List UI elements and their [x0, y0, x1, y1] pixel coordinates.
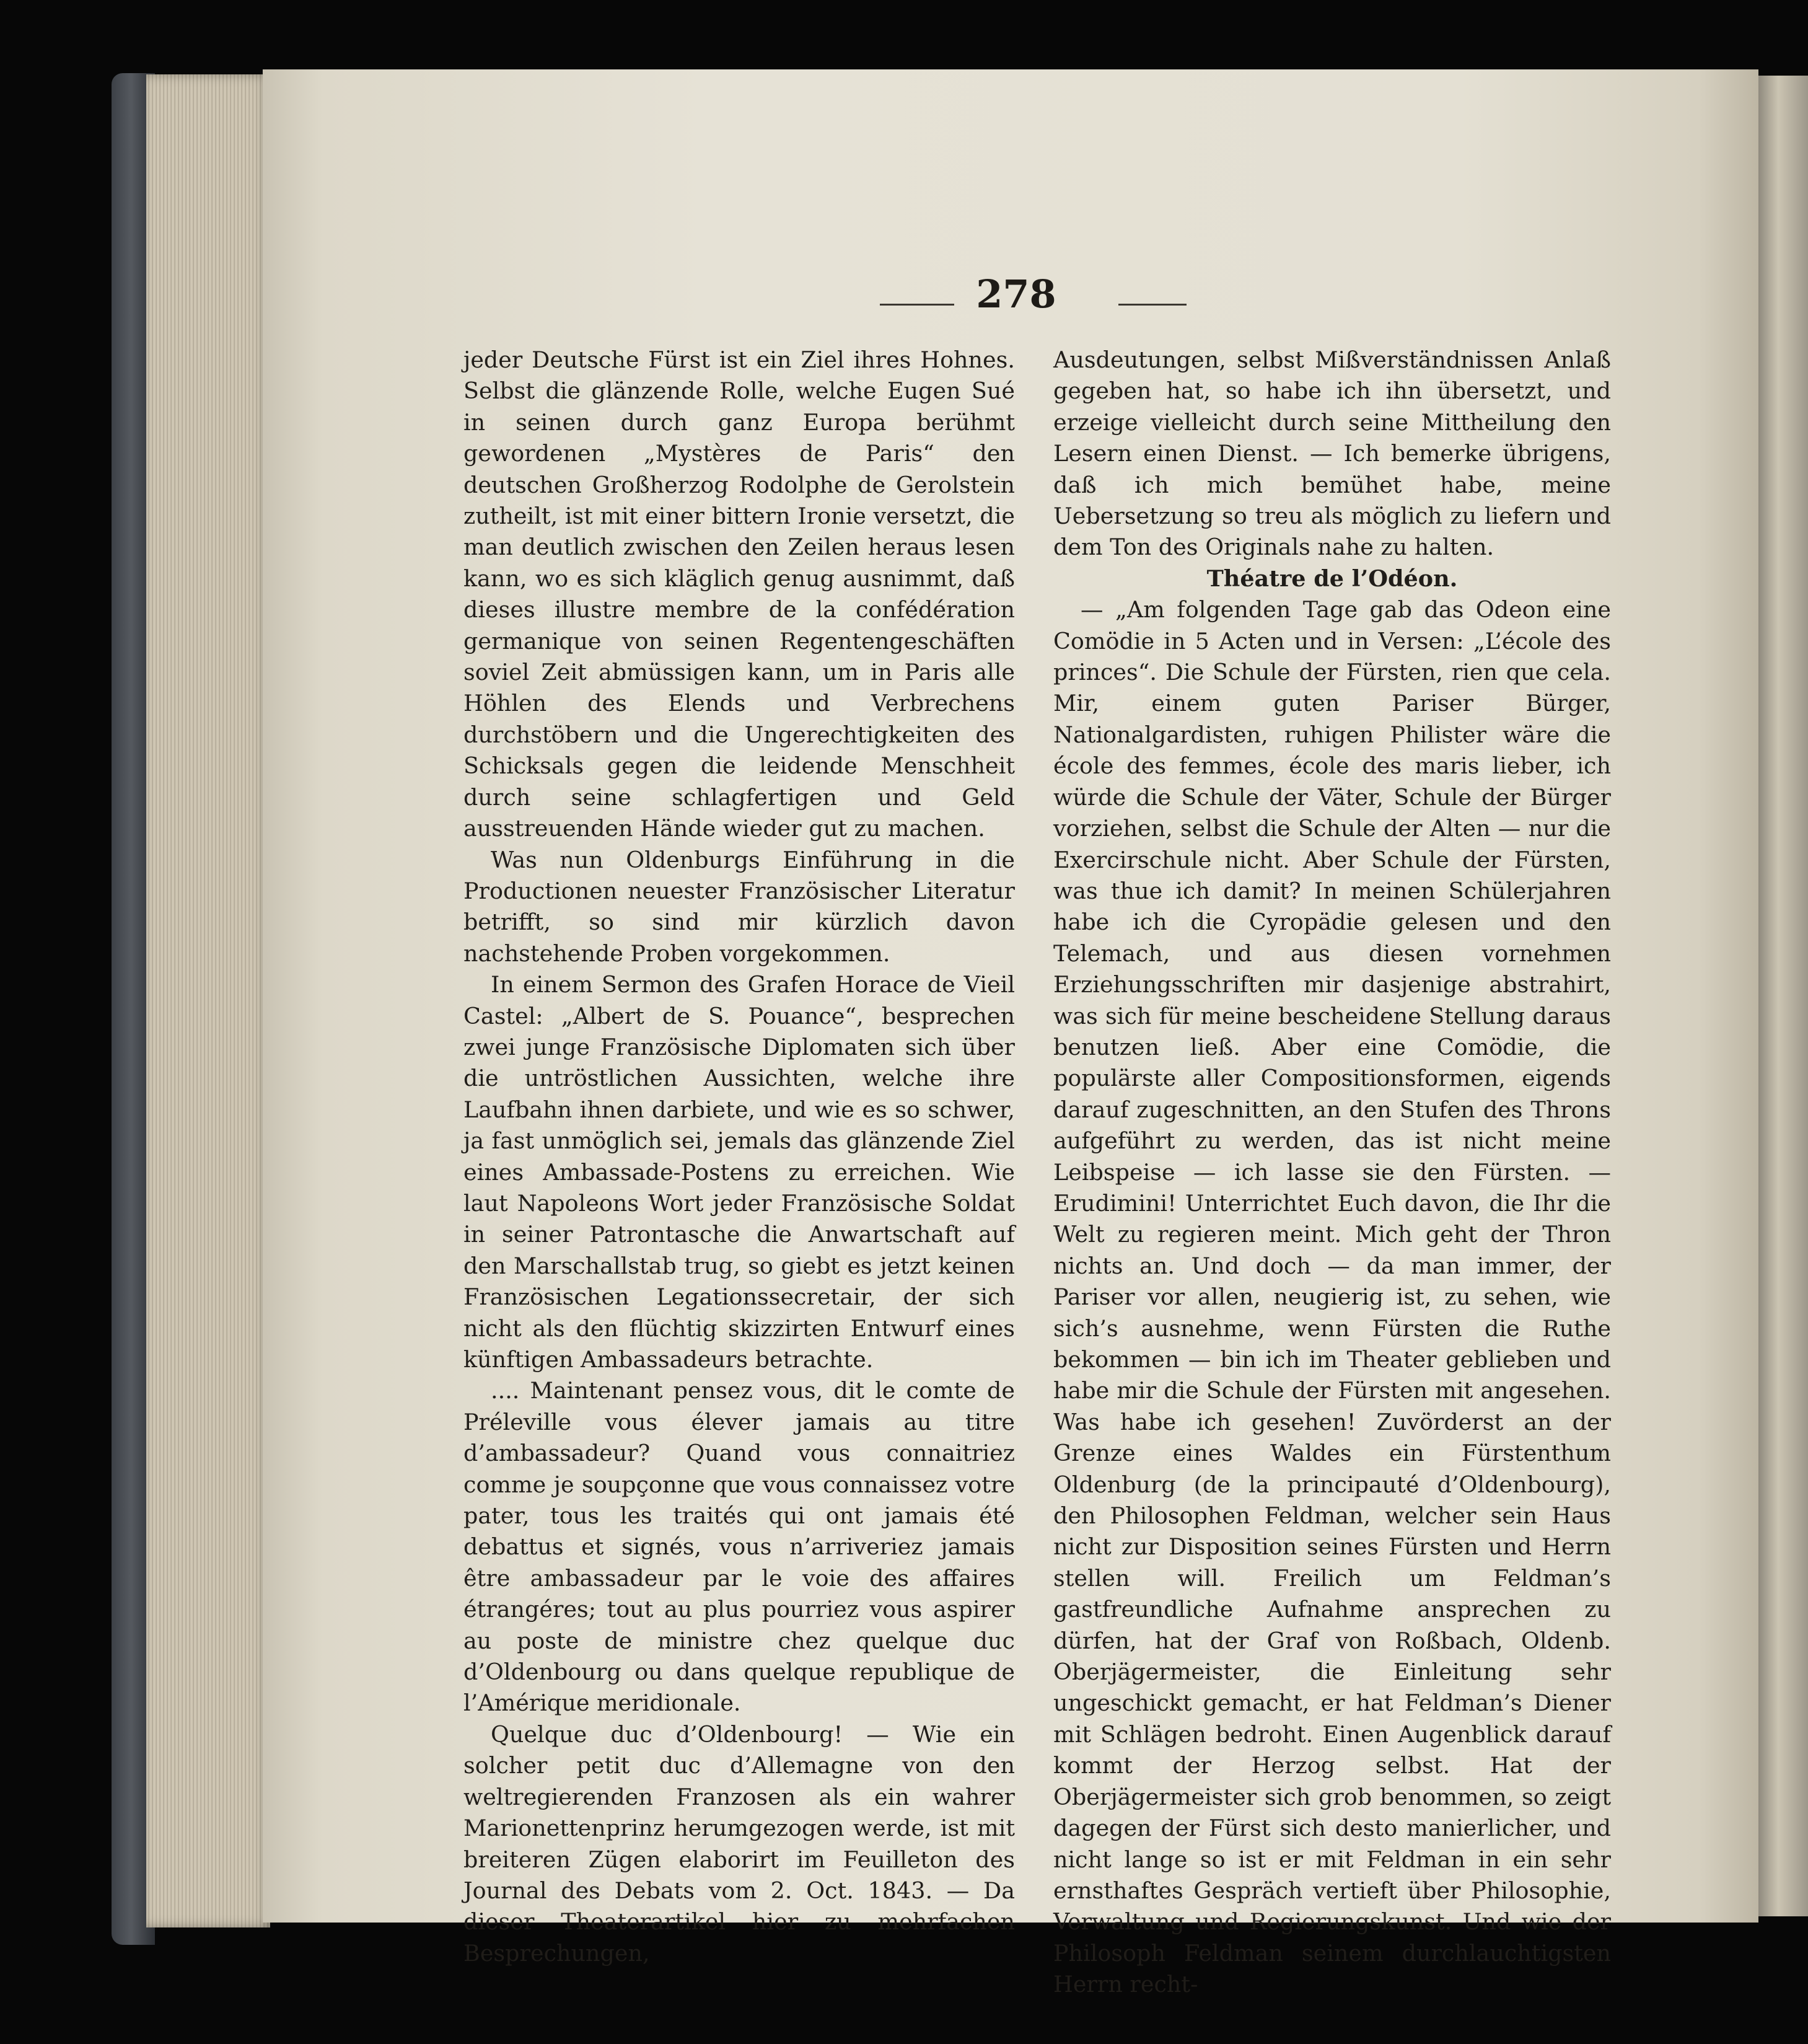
facing-page-edge [1758, 76, 1808, 1916]
paragraph: Quelque duc d’Oldenbourg! — Wie ein solcher petit duc d’Allemagne von den weltregierenden Franzosen als ein wahrer Marionettenprinz herumgezogen werde, ist mit breiteren Zügen elaborirt im Feuilleton des Journal des Debats vom 2. Oct. 1843. — Da dieser Theaterartikel hier zu mehrfachen Besprechungen, [463, 1720, 1015, 1967]
paragraph: Ausdeutungen, selbst Mißverständnissen Anlaß gegeben hat, so habe ich ihn übersetzt, und erzeige vielleicht durch seine Mittheilung den Lesern einen Dienst. — Ich bemerke übrigens, daß ich mich bemühet habe, meine Uebersetzung so treu als möglich zu liefern und dem Ton des Originals nahe zu halten. [1053, 346, 1611, 561]
header-rule-left [880, 304, 954, 306]
left-column [463, 345, 1015, 1969]
paragraph-french-quote: .... Maintenant pensez vous, dit le comte de Préleville vous élever jamais au titre d’ambassadeur? Quand vous connaitriez comme je soupçonne que vous connaissez votre pater, tous les traités qui ont jamais été debattus et signés, vous n’arriveriez jamais être ambassadeur par le voie des affaires étrangéres; tout au plus pourriez vous aspirer au poste de ministre chez quelque duc d’Oldenbourg ou dans quelque republique de l’Amérique meridionale. [463, 1377, 1015, 1717]
paragraph: Was nun Oldenburgs Einführung in die Productionen neuester Französischer Literatur betrifft, so sind mir kürzlich davon nachstehende Proben vorgekommen. [463, 846, 1015, 967]
page-number: 278 [976, 271, 1056, 317]
header-rule-right [1118, 304, 1187, 306]
paragraph: In einem Sermon des Grafen Horace de Vieil Castel: „Albert de S. Pouance“, besprechen zwei junge Französische Diplomaten sich über die untröstlichen Aussichten, welche ihre Laufbahn ihnen darbiete, und wie es so schwer, ja fast unmöglich sei, jemals das glänzende Ziel eines Ambassade-Postens zu erreichen. Wie laut Napoleons Wort jeder Französische Soldat in seiner Patrontasche die Anwartschaft auf den Marschallstab trug, so giebt es jetzt keinen Französischen Legationssecretair, der sich nicht als den flüchtig skizzirten Entwurf eines künftigen Ambassadeurs betrachte. [463, 971, 1015, 1373]
page-edges [146, 74, 270, 1927]
right-column [1053, 345, 1611, 2001]
paragraph: jeder Deutsche Fürst ist ein Ziel ihres Hohnes. Selbst die glänzende Rolle, welche Eugen Sué in seinen durch ganz Europa berühmt gewordenen „Mystères de Paris“ den deutschen Großherzog Rodolphe de Gerolstein zutheilt, ist mit einer bittern Ironie versetzt, die man deutlich zwischen den Zeilen heraus lesen kann, wo es sich kläglich genug ausnimmt, daß dieses illustre membre de la confédération germanique von seinen Regentengeschäften soviel Zeit abmüssigen kann, um in Paris alle Höhlen des Elends und Verbrechens durchstöbern und die Ungerechtigkeiten des Schicksals gegen die leidende Menschheit durch seine schlagfertigen und Geld ausstreuenden Hände wieder gut zu machen. [463, 346, 1015, 842]
paragraph: — „Am folgenden Tage gab das Odeon eine Comödie in 5 Acten und in Versen: „L’école des princes“. Die Schule der Fürsten, rien que cela. Mir, einem guten Pariser Bürger, Nationalgardisten, ruhigen Philister wäre die école des femmes, école des maris lieber, ich würde die Schule der Väter, Schule der Bürger vorziehen, selbst die Schule der Alten — nur die Exercirschule nicht. Aber Schule der Fürsten, was thue ich damit? In meinen Schülerjahren habe ich die Cyropädie gelesen und den Telemach, und aus diesen vornehmen Erziehungsschriften mir dasjenige abstrahirt, was sich für meine bescheidene Stellung daraus benutzen ließ. Aber eine Comödie, die populärste aller Compositionsformen, eigends darauf zugeschnitten, an den Stufen des Throns aufgeführt zu werden, das ist nicht meine Leibspeise — ich lasse sie den Fürsten. — Erudimini! Unterrichtet Euch davon, die Ihr die Welt zu regieren meint. Mich geht der Thron nichts an. Und doch — da man immer, der Pariser vor allen, neugierig ist, zu sehen, wie sich’s ausnehme, wenn Fürsten die Ruthe bekommen — bin ich im Theater geblieben und habe mir die Schule der Fürsten mit angesehen. Was habe ich gesehen! Zuvörderst an der Grenze eines Waldes ein Fürstenthum Oldenburg (de la principauté d’Oldenbourg), den Philosophen Feldman, welcher sein Haus nicht zur Disposition seines Fürsten und Herrn stellen will. Freilich um Feldman’s gastfreundliche Aufnahme ansprechen zu dürfen, hat der Graf von Roßbach, Oldenb. Oberjägermeister, die Einleitung sehr ungeschickt gemacht, er hat Feldman’s Diener mit Schlägen bedroht. Einen Augenblick darauf kommt der Herzog selbst. Hat der Oberjägermeister sich grob benommen, so zeigt dagegen der Fürst sich desto manierlicher, und nicht lange so ist er mit Feldman in ein sehr ernsthaftes Gespräch vertieft über Philosophie, Verwaltung und Regierungskunst. Und wie der Philosoph Feldman seinem durchlauchtigsten Herrn recht- [1053, 596, 1611, 1998]
section-heading: Théatre de l’Odéon. [1206, 565, 1458, 592]
